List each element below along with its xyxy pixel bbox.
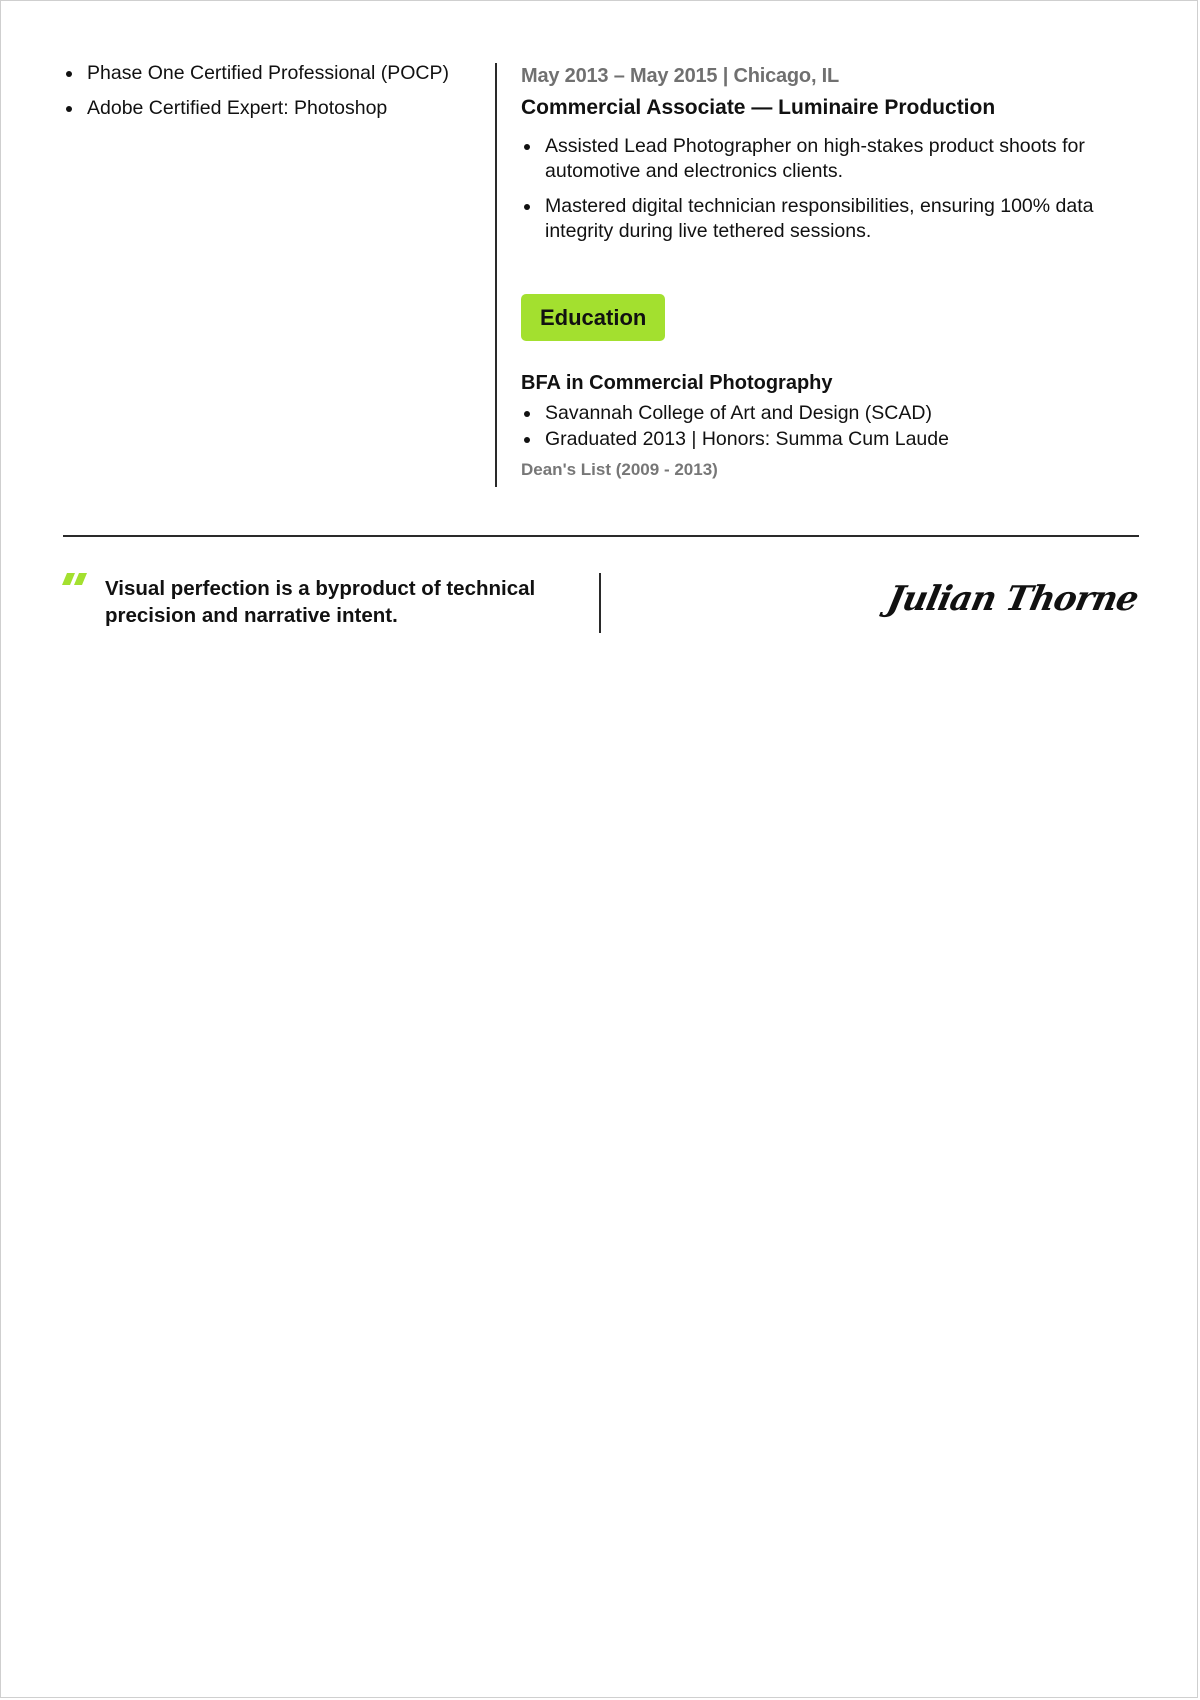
footer-divider (599, 573, 601, 633)
quote-icon (61, 571, 89, 595)
education-bullet: Savannah College of Art and Design (SCAD) (521, 401, 1141, 426)
job-bullet: Mastered digital technician responsibilities, ensuring 100% data integrity during live tethered sessions. (521, 194, 1141, 244)
education-bullet: Graduated 2013 | Honors: Summa Cum Laude (521, 427, 1141, 452)
signature: Julian Thorne (883, 579, 1142, 619)
job-bullets (521, 134, 1141, 244)
job-date-location: May 2013 – May 2015 | Chicago, IL (521, 65, 840, 87)
certification-item: Adobe Certified Expert: Photoshop (63, 96, 483, 121)
certifications-list (63, 61, 483, 121)
education-degree: BFA in Commercial Photography (521, 372, 833, 394)
job-title: Commercial Associate — Luminaire Production (521, 96, 996, 119)
education-bullets (521, 401, 1141, 452)
education-note: Dean's List (2009 - 2013) (521, 460, 718, 479)
certifications-column (63, 61, 483, 131)
quote-text: Visual perfection is a byproduct of technical precision and narrative intent. (105, 577, 536, 627)
education-heading: Education (521, 294, 665, 341)
section-divider (63, 535, 1139, 537)
job-bullet: Assisted Lead Photographer on high-stakes product shoots for automotive and electronics clients. (521, 134, 1141, 184)
certification-item: Phase One Certified Professional (POCP) (63, 61, 483, 86)
main-column (521, 63, 1141, 481)
column-divider (495, 63, 497, 487)
